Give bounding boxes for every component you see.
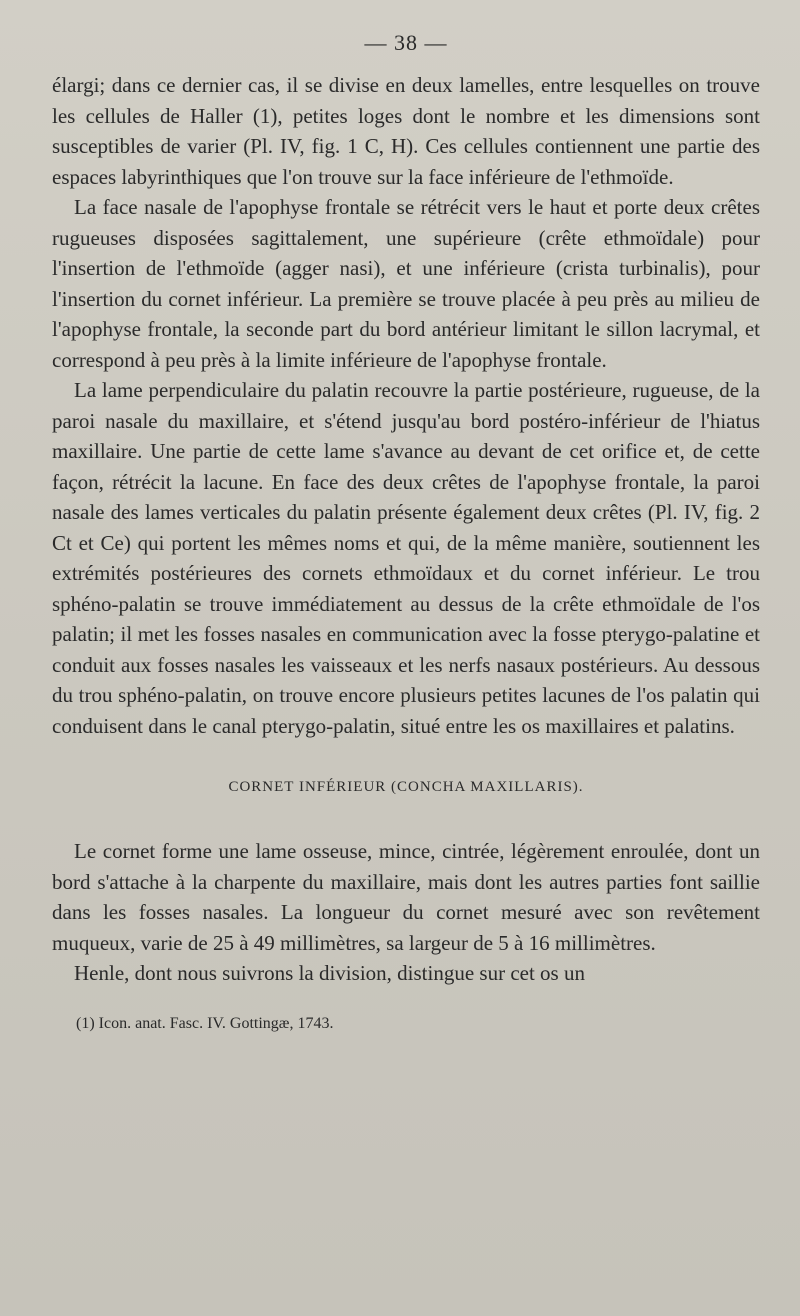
page-number: — 38 —	[364, 30, 448, 55]
paragraph-3: La lame perpendiculaire du palatin recouvre la partie postérieure, rugueuse, de la paroi nasale du maxillaire, et s'étend jusqu'au bord postéro-inférieur de l'hiatus maxillaire. Une partie de cette lame s'avance au devant de cet orifice et, de cette façon, rétrécit la lacune. En face des deux crêtes de l'apophyse frontale, la paroi nasale des lames verticales du palatin présente également deux crêtes (Pl. IV, fig. 2 Ct et Ce) qui portent les mêmes noms et qui, de la même manière, soutiennent les extrémités postérieures des cornets ethmoïdaux et du cornet inférieur. Le trou sphéno-palatin se trouve immédiatement au dessus de la crête ethmoïdale de l'os palatin; il met les fosses nasales en communication avec la fosse pterygo-palatine et conduit aux fosses nasales les vaisseaux et les nerfs nasaux postérieurs. Au dessous du trou sphéno-palatin, on trouve encore plusieurs petites lacunes de l'os palatin qui conduisent dans le canal pterygo-palatin, situé entre les os maxillaires et palatins.	[52, 378, 760, 738]
paragraph-1: élargi; dans ce dernier cas, il se divise en deux lamelles, entre lesquelles on trouve les cellules de Haller (1), petites loges dont le nombre et les dimensions sont susceptibles de varier (Pl. IV, fig. 1 C, H). Ces cellules contiennent une partie des espaces labyrinthiques que l'on trouve sur la face inférieure de l'ethmoïde.	[52, 73, 760, 189]
section-heading: CORNET INFÉRIEUR (CONCHA MAXILLARIS).	[228, 779, 584, 795]
footnote: (1) Icon. anat. Fasc. IV. Gottingæ, 1743.	[76, 1014, 334, 1032]
paragraph-4: Le cornet forme une lame osseuse, mince, cintrée, légèrement enroulée, dont un bord s'attache à la charpente du maxillaire, mais dont les autres parties font saillie dans les fosses nasales. La longueur du cornet mesuré avec son revêtement muqueux, varie de 25 à 49 millimètres, sa largeur de 5 à 16 millimètres.	[52, 839, 760, 955]
footnote-spacer	[52, 989, 760, 1015]
paragraph-2: La face nasale de l'apophyse frontale se rétrécit vers le haut et porte deux crêtes rugueuses disposées sagittalement, une supérieure (crête ethmoïdale) pour l'insertion de l'ethmoïde (agger nasi), et une inférieure (crista turbinalis), pour l'insertion du cornet inférieur. La première se trouve placée à peu près au milieu de l'apophyse frontale, la seconde part du bord antérieur limitant le sillon lacrymal, et correspond à peu près à la limite inférieure de l'apophyse frontale.	[52, 195, 760, 372]
paragraph-5: Henle, dont nous suivrons la division, distingue sur cet os un	[74, 961, 585, 985]
